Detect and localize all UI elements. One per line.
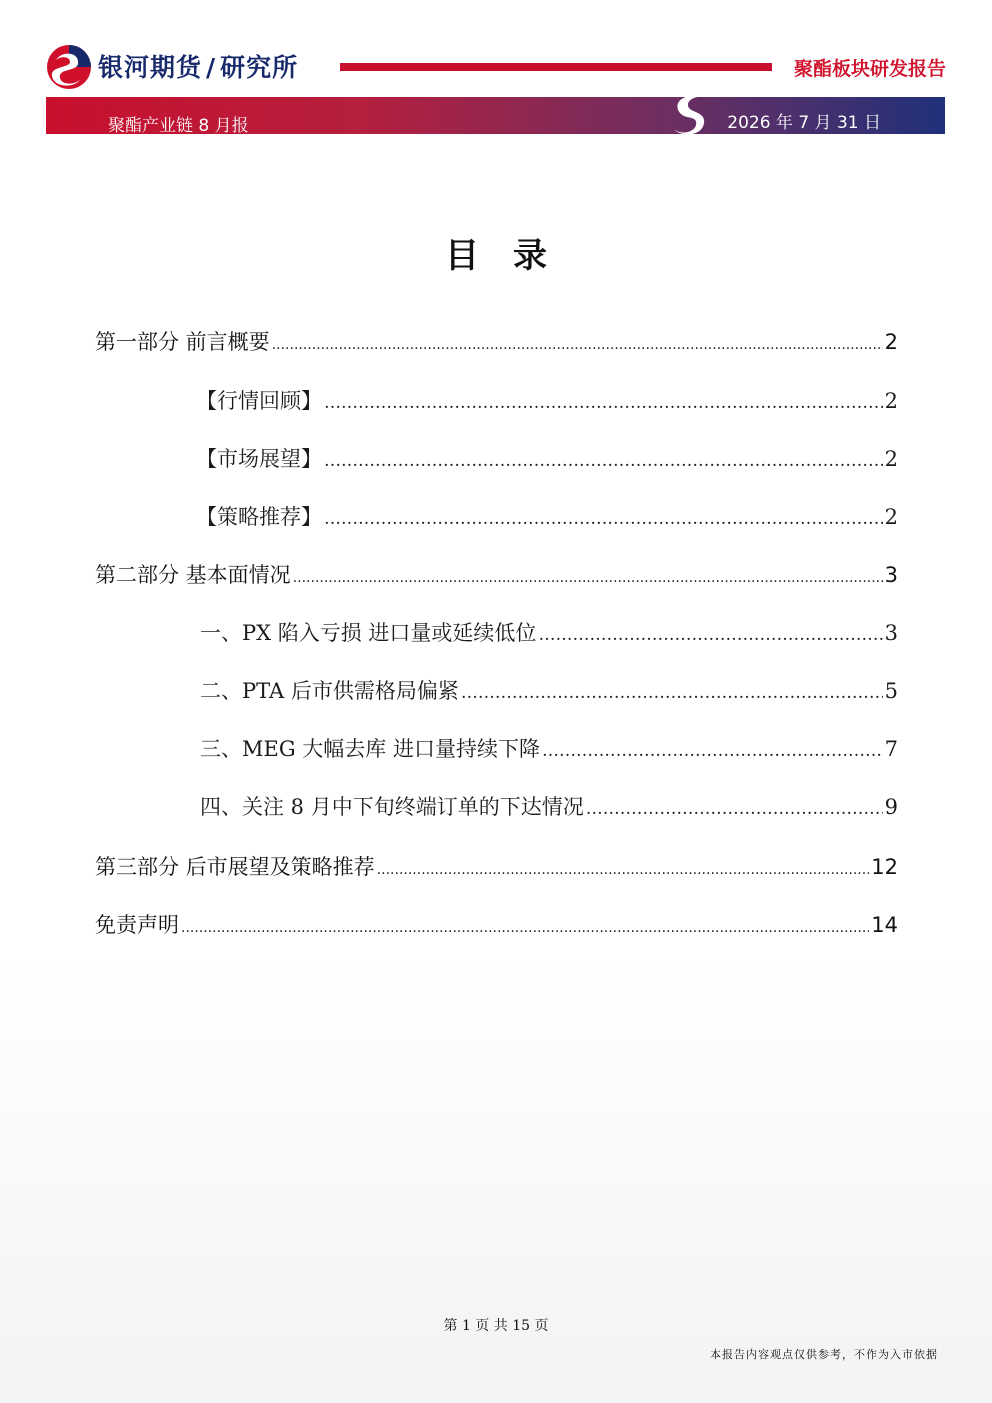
brand-sub: 研究所: [220, 53, 299, 82]
toc-entry-page: 2: [884, 447, 898, 471]
toc-leader: [324, 389, 883, 413]
toc-leader: [377, 855, 870, 879]
toc-entry-label: 第二部分 基本面情况: [95, 563, 291, 587]
toc-entry-label: 【行情回顾】: [196, 389, 322, 413]
toc-entry-page: 2: [884, 330, 898, 354]
toc-entry-label: 三、MEG 大幅去库 进口量持续下降: [200, 737, 540, 761]
toc-leader: [293, 563, 883, 587]
toc-leader: [542, 737, 883, 761]
toc-entry-pta[interactable]: [200, 675, 898, 705]
toc-leader: [586, 795, 883, 819]
toc-entry-meg[interactable]: [200, 733, 898, 763]
swirl-logo-icon: [668, 93, 710, 137]
toc-entry-market-review[interactable]: [196, 385, 898, 415]
toc-entry-page: 12: [871, 855, 898, 879]
banner-title: 聚酯产业链 8 月报: [108, 116, 249, 136]
toc-title: 目录: [445, 236, 581, 276]
toc-leader: [538, 621, 882, 645]
toc-entry-market-outlook[interactable]: [196, 443, 898, 473]
toc-entry-page: 14: [871, 913, 898, 937]
toc-entry-disclaimer[interactable]: [95, 909, 898, 939]
toc-entry-part3[interactable]: [95, 851, 898, 881]
footer-disclaimer: 本报告内容观点仅供参考，不作为入市依据: [710, 1348, 938, 1361]
toc-leader: [324, 447, 883, 471]
toc-entry-label: 二、PTA 后市供需格局偏紧: [200, 679, 459, 703]
toc-entry-part1[interactable]: [95, 326, 898, 356]
toc-entry-page: 9: [884, 795, 898, 819]
toc-entry-page: 5: [884, 679, 898, 703]
brand-name: [98, 48, 298, 84]
brand-separator: /: [206, 53, 217, 82]
page-indicator: 第 1 页 共 15 页: [443, 1318, 549, 1334]
toc-entry-label: 第三部分 后市展望及策略推荐: [95, 855, 375, 879]
toc-entry-page: 2: [884, 389, 898, 413]
report-type: 聚酯板块研发报告: [793, 58, 946, 80]
toc-leader: [181, 913, 869, 937]
toc-entry-terminal-orders[interactable]: [200, 791, 898, 821]
header-divider: [340, 63, 772, 71]
toc-entry-page: 3: [884, 621, 898, 645]
toc-entry-strategy[interactable]: [196, 501, 898, 531]
toc-entry-label: 一、PX 陷入亏损 进口量或延续低位: [200, 621, 537, 645]
header-banner: [46, 97, 945, 134]
toc-entry-label: 免责声明: [95, 913, 179, 937]
toc-leader: [272, 330, 883, 354]
brand-main: 银河期货: [98, 53, 203, 82]
galaxy-futures-logo-icon: [46, 44, 92, 90]
toc-entry-page: 3: [884, 563, 898, 587]
toc-entry-part2[interactable]: [95, 559, 898, 589]
report-date: 2026 年 7 月 31 日: [727, 113, 881, 133]
toc-leader: [461, 679, 883, 703]
toc-entry-page: 7: [884, 737, 898, 761]
toc-leader: [324, 505, 883, 529]
toc-entry-label: 四、关注 8 月中下旬终端订单的下达情况: [200, 795, 584, 819]
toc-entry-label: 第一部分 前言概要: [95, 330, 270, 354]
toc-entry-label: 【策略推荐】: [196, 505, 322, 529]
toc-entry-label: 【市场展望】: [196, 447, 322, 471]
toc-entry-px[interactable]: [200, 617, 898, 647]
toc-entry-page: 2: [884, 505, 898, 529]
